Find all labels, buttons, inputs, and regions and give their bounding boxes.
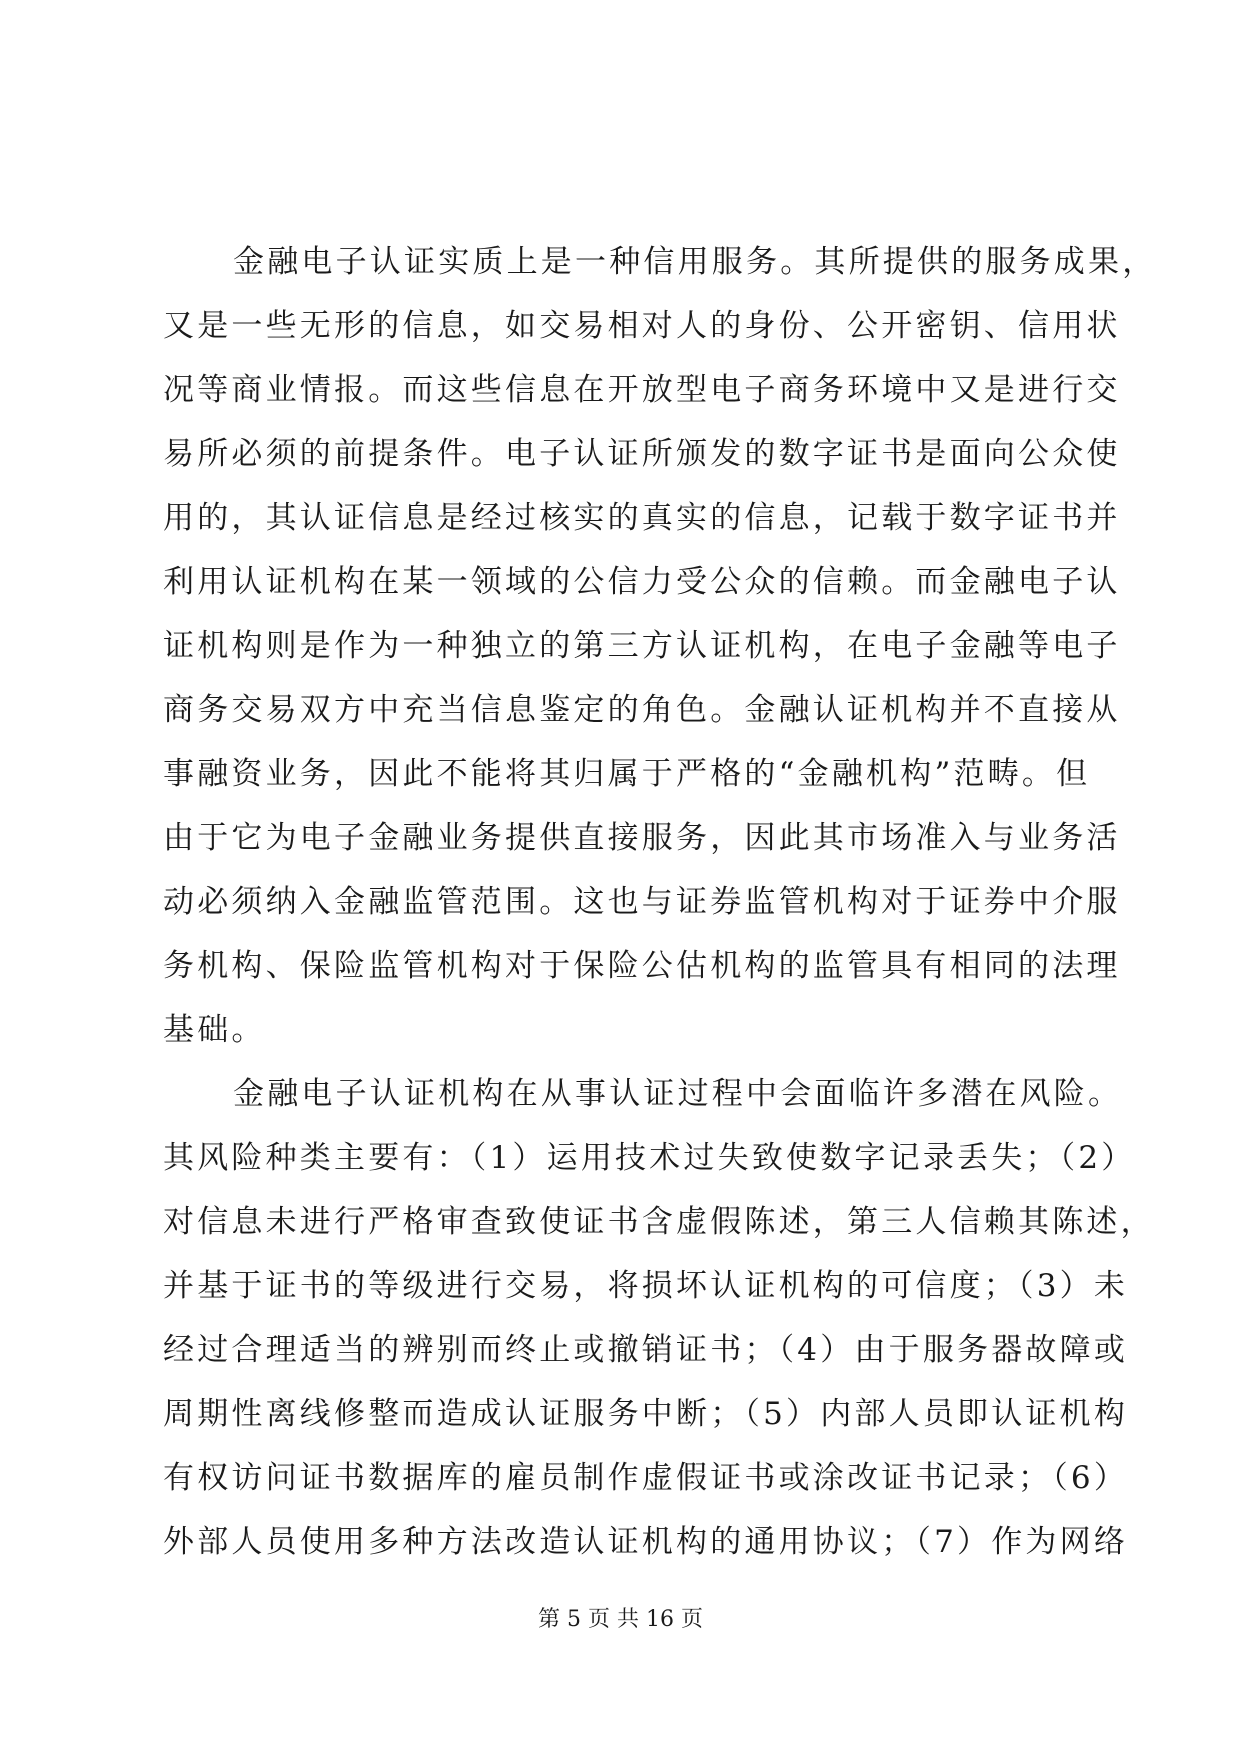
text-line: 有权访问证书数据库的雇员制作虚假证书或涂改证书记录；（6） (163, 1460, 1129, 1496)
text-line: 易所必须的前提条件。电子认证所颁发的数字证书是面向公众使 (163, 436, 1121, 472)
text-line: 证机构则是作为一种独立的第三方认证机构，在电子金融等电子 (163, 628, 1121, 664)
text-line: 外部人员使用多种方法改造认证机构的通用协议；（7）作为网络 (163, 1524, 1129, 1560)
page-footer (0, 1605, 1241, 1635)
text-line: 况等商业情报。而这些信息在开放型电子商务环境中又是进行交 (163, 372, 1121, 408)
text-line: 动必须纳入金融监管范围。这也与证券监管机构对于证券中介服 (163, 884, 1121, 920)
text-line: 周期性离线修整而造成认证服务中断；（5）内部人员即认证机构 (163, 1396, 1129, 1432)
text-line: 经过合理适当的辨别而终止或撤销证书；（4）由于服务器故障或 (163, 1332, 1129, 1368)
text-line: 对信息未进行严格审查致使证书含虚假陈述，第三人信赖其陈述， (163, 1204, 1155, 1240)
text-line: 务机构、保险监管机构对于保险公估机构的监管具有相同的法理 (163, 948, 1121, 984)
paragraph-1 (163, 230, 1157, 1062)
document-body (163, 230, 1157, 1574)
text-line: 事融资业务，因此不能将其归属于严格的“金融机构”范畴。但 (163, 756, 1091, 792)
page-number-label: 第 5 页 共 16 页 (538, 1607, 703, 1632)
text-line: 又是一些无形的信息，如交易相对人的身份、公开密钥、信用状 (163, 308, 1121, 344)
text-line: 金融电子认证实质上是一种信用服务。其所提供的服务成果， (233, 244, 1157, 280)
text-line: 利用认证机构在某一领域的公信力受公众的信赖。而金融电子认 (163, 564, 1121, 600)
text-line: 其风险种类主要有：（1）运用技术过失致使数字记录丢失；（2） (163, 1140, 1136, 1176)
text-line: 用的，其认证信息是经过核实的真实的信息，记载于数字证书并 (163, 500, 1121, 536)
text-line: 金融电子认证机构在从事认证过程中会面临许多潜在风险。 (233, 1076, 1123, 1112)
paragraph-2 (163, 1062, 1155, 1574)
text-line: 由于它为电子金融业务提供直接服务，因此其市场准入与业务活 (163, 820, 1121, 856)
text-line: 商务交易双方中充当信息鉴定的角色。金融认证机构并不直接从 (163, 692, 1121, 728)
text-line: 基础。 (163, 1012, 266, 1048)
text-line: 并基于证书的等级进行交易，将损坏认证机构的可信度；（3）未 (163, 1268, 1129, 1304)
